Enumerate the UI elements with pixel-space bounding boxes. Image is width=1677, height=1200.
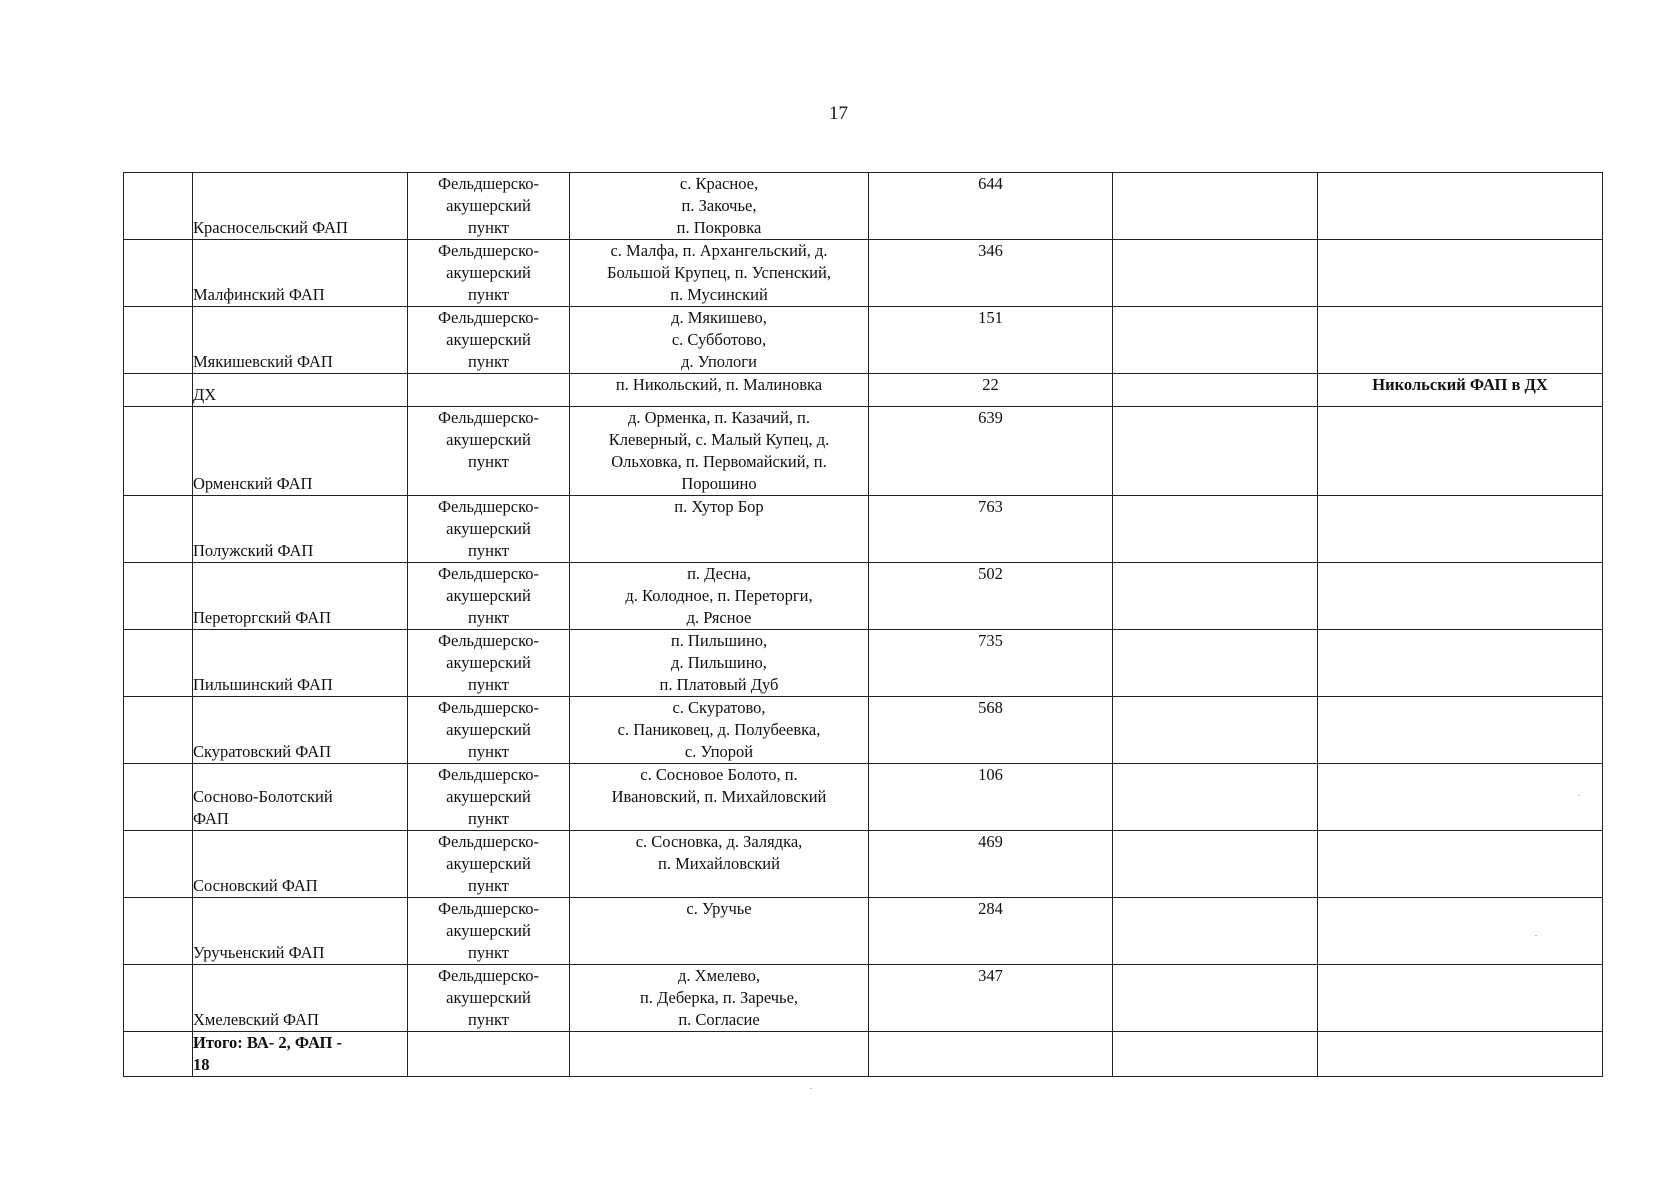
empty-cell	[1113, 374, 1318, 407]
table-row	[124, 697, 1603, 764]
population-cell: 346	[869, 240, 1113, 307]
facility-type-cell: Фельдшерско- акушерский пункт	[408, 173, 570, 240]
empty-cell	[1113, 831, 1318, 898]
empty-cell	[1113, 240, 1318, 307]
fap-table	[123, 172, 1603, 1077]
facility-name-cell: Сосново-Болотский ФАП	[193, 764, 408, 831]
facility-name-cell: ДХ	[193, 374, 408, 407]
empty-cell	[1113, 407, 1318, 496]
empty-cell	[869, 1032, 1113, 1077]
fap-table-body	[124, 173, 1603, 1077]
facility-name-cell: Переторгский ФАП	[193, 563, 408, 630]
empty-cell	[1113, 563, 1318, 630]
empty-cell	[408, 1032, 570, 1077]
table-row	[124, 173, 1603, 240]
note-cell	[1318, 240, 1603, 307]
facility-name-cell: Полужский ФАП	[193, 496, 408, 563]
settlements-cell: с. Сосновка, д. Залядка, п. Михайловский	[570, 831, 869, 898]
table-row	[124, 496, 1603, 563]
facility-name-cell: Хмелевский ФАП	[193, 965, 408, 1032]
facility-type-cell: Фельдшерско- акушерский пункт	[408, 630, 570, 697]
row-number-cell	[124, 563, 193, 630]
facility-name-cell: Мякишевский ФАП	[193, 307, 408, 374]
facility-type-cell: Фельдшерско- акушерский пункт	[408, 898, 570, 965]
empty-cell	[1113, 898, 1318, 965]
facility-type-cell: Фельдшерско- акушерский пункт	[408, 307, 570, 374]
note-cell	[1318, 173, 1603, 240]
facility-name-cell: Пильшинский ФАП	[193, 630, 408, 697]
population-cell: 763	[869, 496, 1113, 563]
table-row	[124, 630, 1603, 697]
population-cell: 151	[869, 307, 1113, 374]
scan-speck	[1578, 795, 1580, 796]
population-cell: 644	[869, 173, 1113, 240]
settlements-cell: с. Красное, п. Закочье, п. Покровка	[570, 173, 869, 240]
settlements-cell: п. Никольский, п. Малиновка	[570, 374, 869, 407]
note-cell	[1318, 965, 1603, 1032]
facility-name-cell: Сосновский ФАП	[193, 831, 408, 898]
empty-cell	[1113, 496, 1318, 563]
row-number-cell	[124, 496, 193, 563]
settlements-cell: п. Десна, д. Колодное, п. Переторги, д. Рясное	[570, 563, 869, 630]
empty-cell	[1113, 307, 1318, 374]
row-number-cell	[124, 173, 193, 240]
population-cell: 469	[869, 831, 1113, 898]
note-cell: Никольский ФАП в ДХ	[1318, 374, 1603, 407]
row-number-cell	[124, 1032, 193, 1077]
facility-type-cell: Фельдшерско- акушерский пункт	[408, 965, 570, 1032]
population-cell: 22	[869, 374, 1113, 407]
facility-type-cell: Фельдшерско- акушерский пункт	[408, 697, 570, 764]
table-row	[124, 965, 1603, 1032]
population-cell: 347	[869, 965, 1113, 1032]
facility-type-cell: Фельдшерско- акушерский пункт	[408, 407, 570, 496]
row-number-cell	[124, 307, 193, 374]
facility-name-cell: Малфинский ФАП	[193, 240, 408, 307]
empty-cell	[1318, 1032, 1603, 1077]
population-cell: 106	[869, 764, 1113, 831]
table-row	[124, 831, 1603, 898]
facility-type-cell	[408, 374, 570, 407]
note-cell	[1318, 563, 1603, 630]
facility-type-cell: Фельдшерско- акушерский пункт	[408, 563, 570, 630]
population-cell: 735	[869, 630, 1113, 697]
table-row	[124, 898, 1603, 965]
empty-cell	[1113, 764, 1318, 831]
scan-speck	[810, 1088, 812, 1089]
settlements-cell: с. Скуратово, с. Паниковец, д. Полубеевка, с. Упорой	[570, 697, 869, 764]
population-cell: 568	[869, 697, 1113, 764]
facility-name-cell: Орменский ФАП	[193, 407, 408, 496]
facility-type-cell: Фельдшерско- акушерский пункт	[408, 831, 570, 898]
settlements-cell: с. Уручье	[570, 898, 869, 965]
row-number-cell	[124, 898, 193, 965]
table-row	[124, 307, 1603, 374]
settlements-cell: п. Пильшино, д. Пильшино, п. Платовый Дуб	[570, 630, 869, 697]
settlements-cell: д. Мякишево, с. Субботово, д. Упологи	[570, 307, 869, 374]
facility-name-cell: Скуратовский ФАП	[193, 697, 408, 764]
empty-cell	[1113, 1032, 1318, 1077]
facility-type-cell: Фельдшерско- акушерский пункт	[408, 764, 570, 831]
empty-cell	[1113, 173, 1318, 240]
row-number-cell	[124, 764, 193, 831]
settlements-cell: д. Хмелево, п. Деберка, п. Заречье, п. Согласие	[570, 965, 869, 1032]
table-row	[124, 374, 1603, 407]
note-cell	[1318, 764, 1603, 831]
population-cell: 639	[869, 407, 1113, 496]
row-number-cell	[124, 630, 193, 697]
total-label-cell: Итого: ВА- 2, ФАП - 18	[193, 1032, 408, 1077]
table-row	[124, 764, 1603, 831]
empty-cell	[1113, 697, 1318, 764]
empty-cell	[570, 1032, 869, 1077]
settlements-cell: д. Орменка, п. Казачий, п. Клеверный, с. Малый Купец, д. Ольховка, п. Первомайский, п. Порошино	[570, 407, 869, 496]
scan-speck	[1535, 935, 1537, 936]
facility-type-cell: Фельдшерско- акушерский пункт	[408, 496, 570, 563]
empty-cell	[1113, 630, 1318, 697]
row-number-cell	[124, 965, 193, 1032]
settlements-cell: с. Сосновое Болото, п. Ивановский, п. Михайловский	[570, 764, 869, 831]
table-row	[124, 563, 1603, 630]
table-row	[124, 407, 1603, 496]
note-cell	[1318, 831, 1603, 898]
row-number-cell	[124, 831, 193, 898]
note-cell	[1318, 496, 1603, 563]
facility-name-cell: Уручьенский ФАП	[193, 898, 408, 965]
note-cell	[1318, 407, 1603, 496]
note-cell	[1318, 898, 1603, 965]
total-row	[124, 1032, 1603, 1077]
settlements-cell: п. Хутор Бор	[570, 496, 869, 563]
table-row	[124, 240, 1603, 307]
settlements-cell: с. Малфа, п. Архангельский, д. Большой Крупец, п. Успенский, п. Мусинский	[570, 240, 869, 307]
note-cell	[1318, 307, 1603, 374]
facility-type-cell: Фельдшерско- акушерский пункт	[408, 240, 570, 307]
note-cell	[1318, 697, 1603, 764]
note-cell	[1318, 630, 1603, 697]
population-cell: 284	[869, 898, 1113, 965]
row-number-cell	[124, 240, 193, 307]
row-number-cell	[124, 374, 193, 407]
row-number-cell	[124, 697, 193, 764]
empty-cell	[1113, 965, 1318, 1032]
population-cell: 502	[869, 563, 1113, 630]
page-number: 17	[829, 103, 848, 124]
facility-name-cell: Красносельский ФАП	[193, 173, 408, 240]
row-number-cell	[124, 407, 193, 496]
